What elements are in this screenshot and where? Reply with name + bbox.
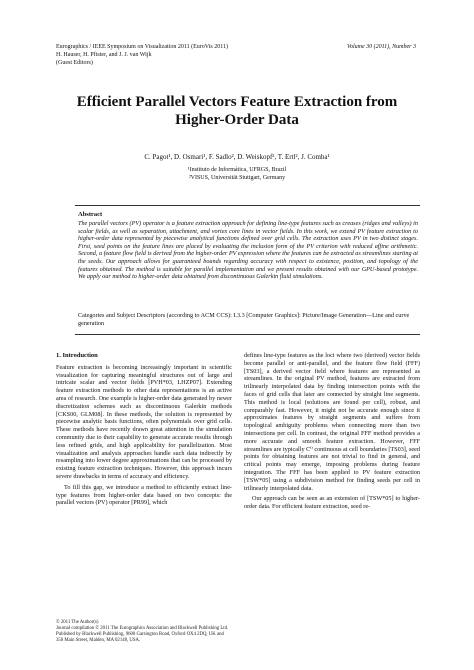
intro-paragraph-4: Our approach can be seen as an extension of [TSW*05] to higher-order data. For efficient feature extraction, seed re- <box>244 495 420 511</box>
author-list: C. Pagot¹, D. Osmari¹, F. Sadlo², D. Weiskopf², T. Ertl², J. Comba¹ <box>144 153 330 161</box>
header-line-editors: H. Hauser, H. Pfister, and J. J. van Wijk <box>56 52 152 58</box>
affiliation-ufrgs: ¹Instituto de Informática, UFRGS, Brazil <box>187 167 287 173</box>
abstract-top-rule <box>75 205 420 206</box>
footnote-line-2: Journal compilation © 2011 The Eurographics Association and Blackwell Publishing Ltd. <box>56 626 229 631</box>
abstract-heading: Abstract <box>78 211 103 218</box>
title-line-2: Higher-Order Data <box>175 112 299 128</box>
affiliations <box>40 167 434 182</box>
running-header-right: Volume 30 (2011), Number 3 <box>346 44 416 50</box>
abstract-bottom-rule <box>75 334 420 335</box>
copyright-footnote <box>56 620 232 644</box>
intro-paragraph-2: To fill this gap, we introduce a method to efficiently extract line-type features from higher-order data based on two concepts: the parallel vectors (PV) operator [PR99], which <box>56 483 232 507</box>
paper-title <box>40 93 434 129</box>
abstract-text: The parallel vectors (PV) operator is a feature extraction approach for defining line-type features such as creases (ridges and valleys) in scalar fields, as well as separation, attachment, and vortex core lines in vector fields. In this work, we extend PV feature extraction to higher-order data represented by piecewise analytical functions defined over grid cells. The extraction uses PV in two distinct stages. First, seed points on the feature lines are placed by evaluating the inclusion form of the PV criterion with reduced affine arithmetic. Second, a feature flow field is derived from the higher-order PV expression where the features can be extracted as streamlines starting at the seeds. Our approach allows for guaranteed bounds regarding accuracy with respect to existence, position, and topology of the features obtained. The method is suitable for parallel implementation and we present results obtained with our GPU-based prototype. We apply our method to higher-order data obtained from discontinuous Galerkin fluid simulations. <box>78 220 418 281</box>
intro-paragraph-3: defines line-type features as the loci where two (derived) vector fields become parallel or anti-parallel, and the feature flow field (FFF) [TS03], a derived vector field where features are represented as streamlines. In the original PV method, features are extracted from trilinearly interpolated data by finding intersection points with the faces of grid cells that later are connected by straight line segments. This method is local (solutions are found per cell), robust, and comparably fast. However, it might not be accurate enough since it approximates features by straight segments and suffers from topological ambiguity problems when connecting more than two intersections per cell. In contrast, the original FFF method provides a more accurate and smooth feature extraction. However, FFF streamlines are typically C⁰ continuous at cell boundaries [TS03], seed points for obtaining features are not trivial to find in general, and critical points may emerge, imposing problems during feature integration. The FFF has been applied to PV feature extraction [TSW*05] using a subdivision method for finding seeds per cell in trilinearly interpolated data. <box>244 352 420 492</box>
affiliation-visus: ²VISUS, Universität Stuttgart, Germany <box>188 174 286 181</box>
left-column <box>56 352 232 507</box>
title-line-1: Efficient Parallel Vectors Feature Extraction from <box>76 94 398 110</box>
running-header-left <box>56 43 228 67</box>
intro-paragraph-1: Feature extraction is becoming increasingly important in scientific visualization for capturing meaningful structures out of large and intricate scalar and vector fields [PVH*03, LHZP07]. Extending feature extraction methods to other data representations is an active area of research. One example is higher-order data generated by newer discretization schemes such as discontinuous Galerkin methods [CKS00, GLM08]. In these methods, the solution is represented by piecewise analytic basis functions, often polynomials over grid cells. These methods have recently drawn great attention in the simulation community due to their capability to generate accurate results through less refined grids, and high applicability for parallelization. Most visualization and analysis approaches handle such data indirectly by resampling into lower degree approximations that can be processed by existing feature extraction techniques. However, this approach incurs severe drawbacks in terms of accuracy and efficiency. <box>56 363 232 480</box>
footnote-line-4: 350 Main Street, Malden, MA 02148, USA. <box>56 638 141 643</box>
section-heading: 1. Introduction <box>56 352 98 359</box>
header-line-guest: (Guest Editors) <box>56 60 93 66</box>
acm-categories: Categories and Subject Descriptors (according to ACM CCS): I.3.3 [Computer Graphics]: Picture/Image Generation—Line and curve generation <box>78 312 410 327</box>
footnote-line-3: Published by Blackwell Publishing, 9600 Garsington Road, Oxford OX4 2DQ, UK and <box>56 632 224 637</box>
footnote-line-1: © 2011 The Author(s) <box>56 620 99 625</box>
header-line-venue: Eurographics / IEEE Symposium on Visualization 2011 (EuroVis 2011) <box>56 44 229 50</box>
right-column <box>244 352 420 511</box>
